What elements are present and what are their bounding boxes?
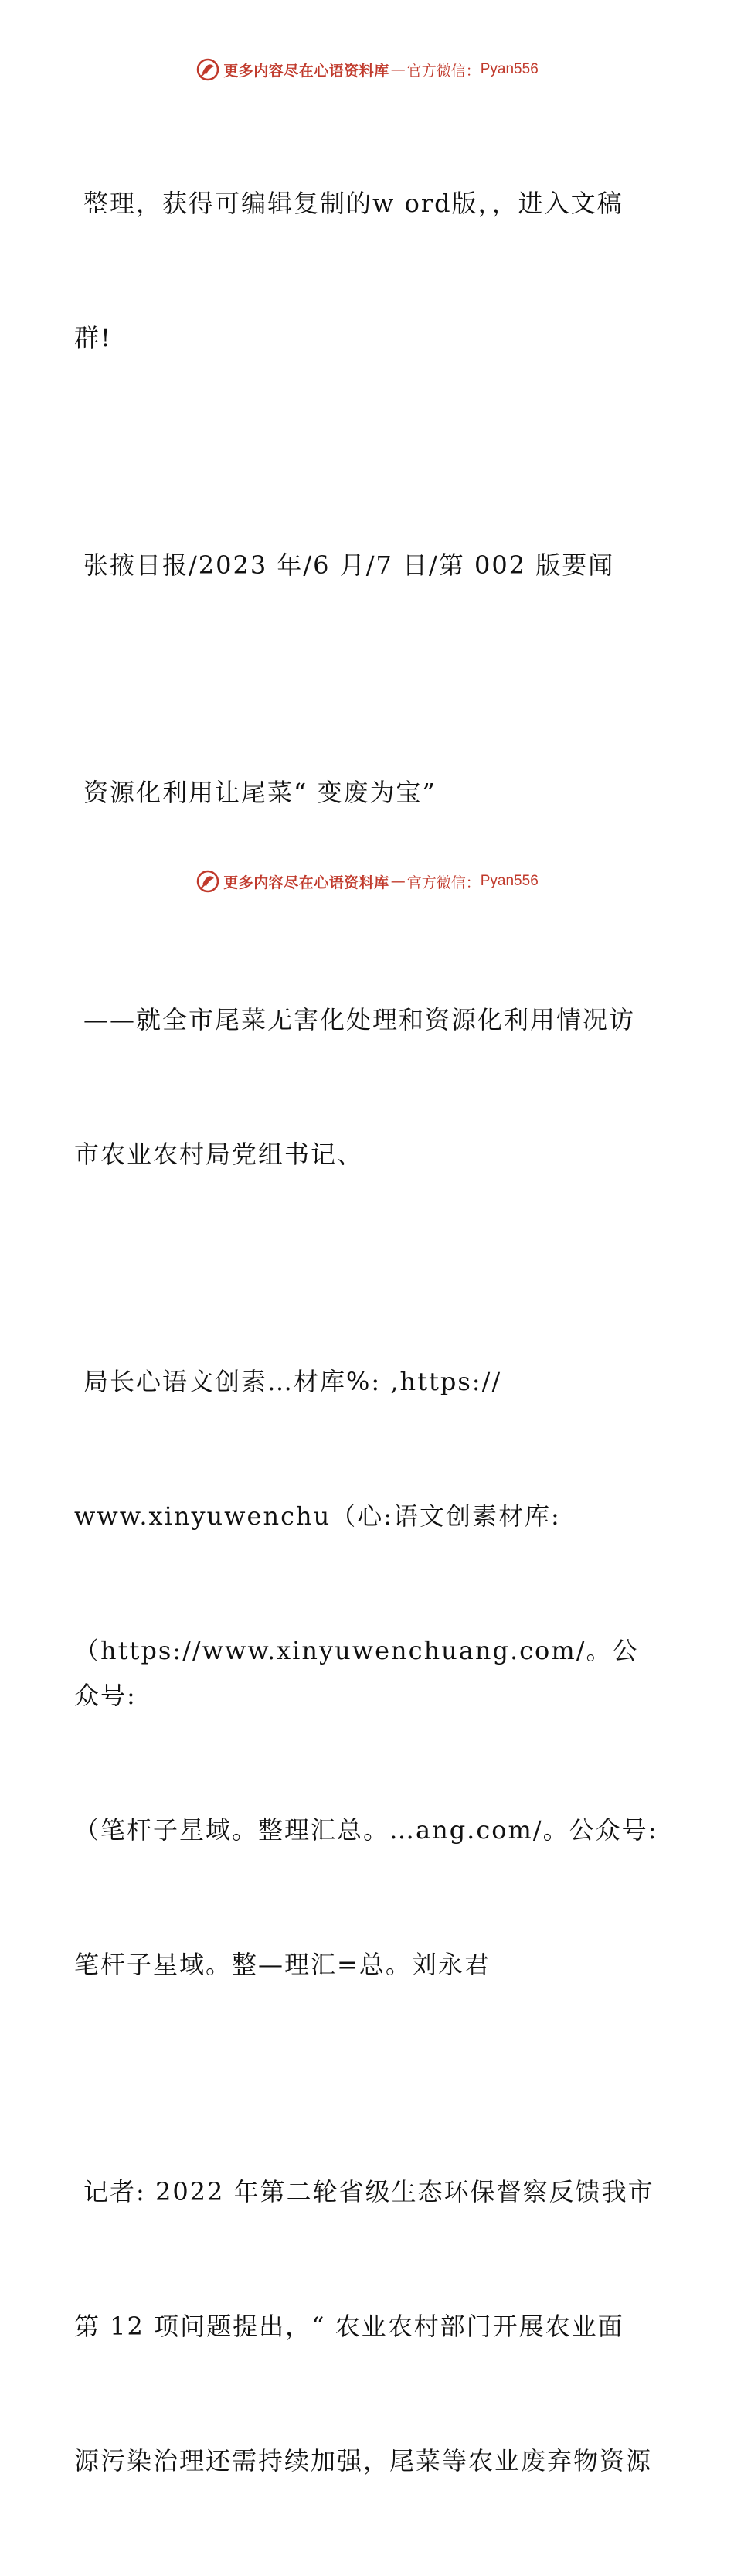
footer-banner — [0, 867, 734, 895]
text-line: www.xinyuwenchu（心:语文创素材库: — [74, 1501, 561, 1531]
banner-slogan: 更多内容尽在心语资料库 — [223, 62, 389, 80]
text-line: 笔杆子星域。整—理汇=总。刘永君 — [74, 1950, 491, 1979]
text-line: 群! — [74, 323, 112, 353]
text-line: 资源化利用让尾菜“ 变废为宝” — [83, 778, 437, 807]
banner-official-label: 官方微信： — [406, 62, 481, 80]
text-line: 张掖日报/2023 年/6 月/7 日/第 002 版要闻 — [83, 550, 615, 580]
banner-slogan: 更多内容尽在心语资料库 — [223, 874, 389, 891]
banner-dash: — — [390, 61, 406, 78]
paragraph — [74, 908, 661, 1266]
document-body — [74, 91, 661, 2576]
text-line: （笔杆子星域。整理汇总。…ang.com/。公众号: — [74, 1815, 658, 1845]
text-line: 第 12 项问题提出，“ 农业农村部门开展农业面 — [74, 2312, 624, 2341]
paragraph — [74, 2080, 661, 2573]
banner-wechat-id: Pyan556 — [480, 61, 539, 77]
banner-dash: — — [390, 873, 406, 890]
text-line: 记者: 2022 年第二轮省级生态环保督察反馈我市 — [83, 2177, 654, 2206]
header-banner — [0, 56, 734, 83]
text-line: 整理，获得可编辑复制的w ord版，，进入文稿 — [83, 189, 624, 218]
text-line: 市农业农村局党组书记、 — [74, 1140, 364, 1169]
text-line: 源污染治理还需持续加强，尾菜等农业废弃物资源 — [74, 2446, 653, 2475]
paragraph — [74, 1269, 661, 2077]
text-line: （https://www.xinyuwenchuang.com/。公众号: — [74, 1636, 639, 1710]
logo-icon — [195, 57, 220, 82]
logo-icon — [195, 869, 220, 894]
banner-official-label: 官方微信： — [406, 874, 481, 891]
text-line: ——就全市尾菜无害化处理和资源化利用情况访 — [83, 1005, 636, 1034]
paragraph — [74, 453, 661, 677]
banner-wechat-id: Pyan556 — [480, 873, 539, 889]
text-line: 局长心语文创素…材库%: ,https:// — [83, 1367, 502, 1396]
paragraph — [74, 91, 661, 450]
